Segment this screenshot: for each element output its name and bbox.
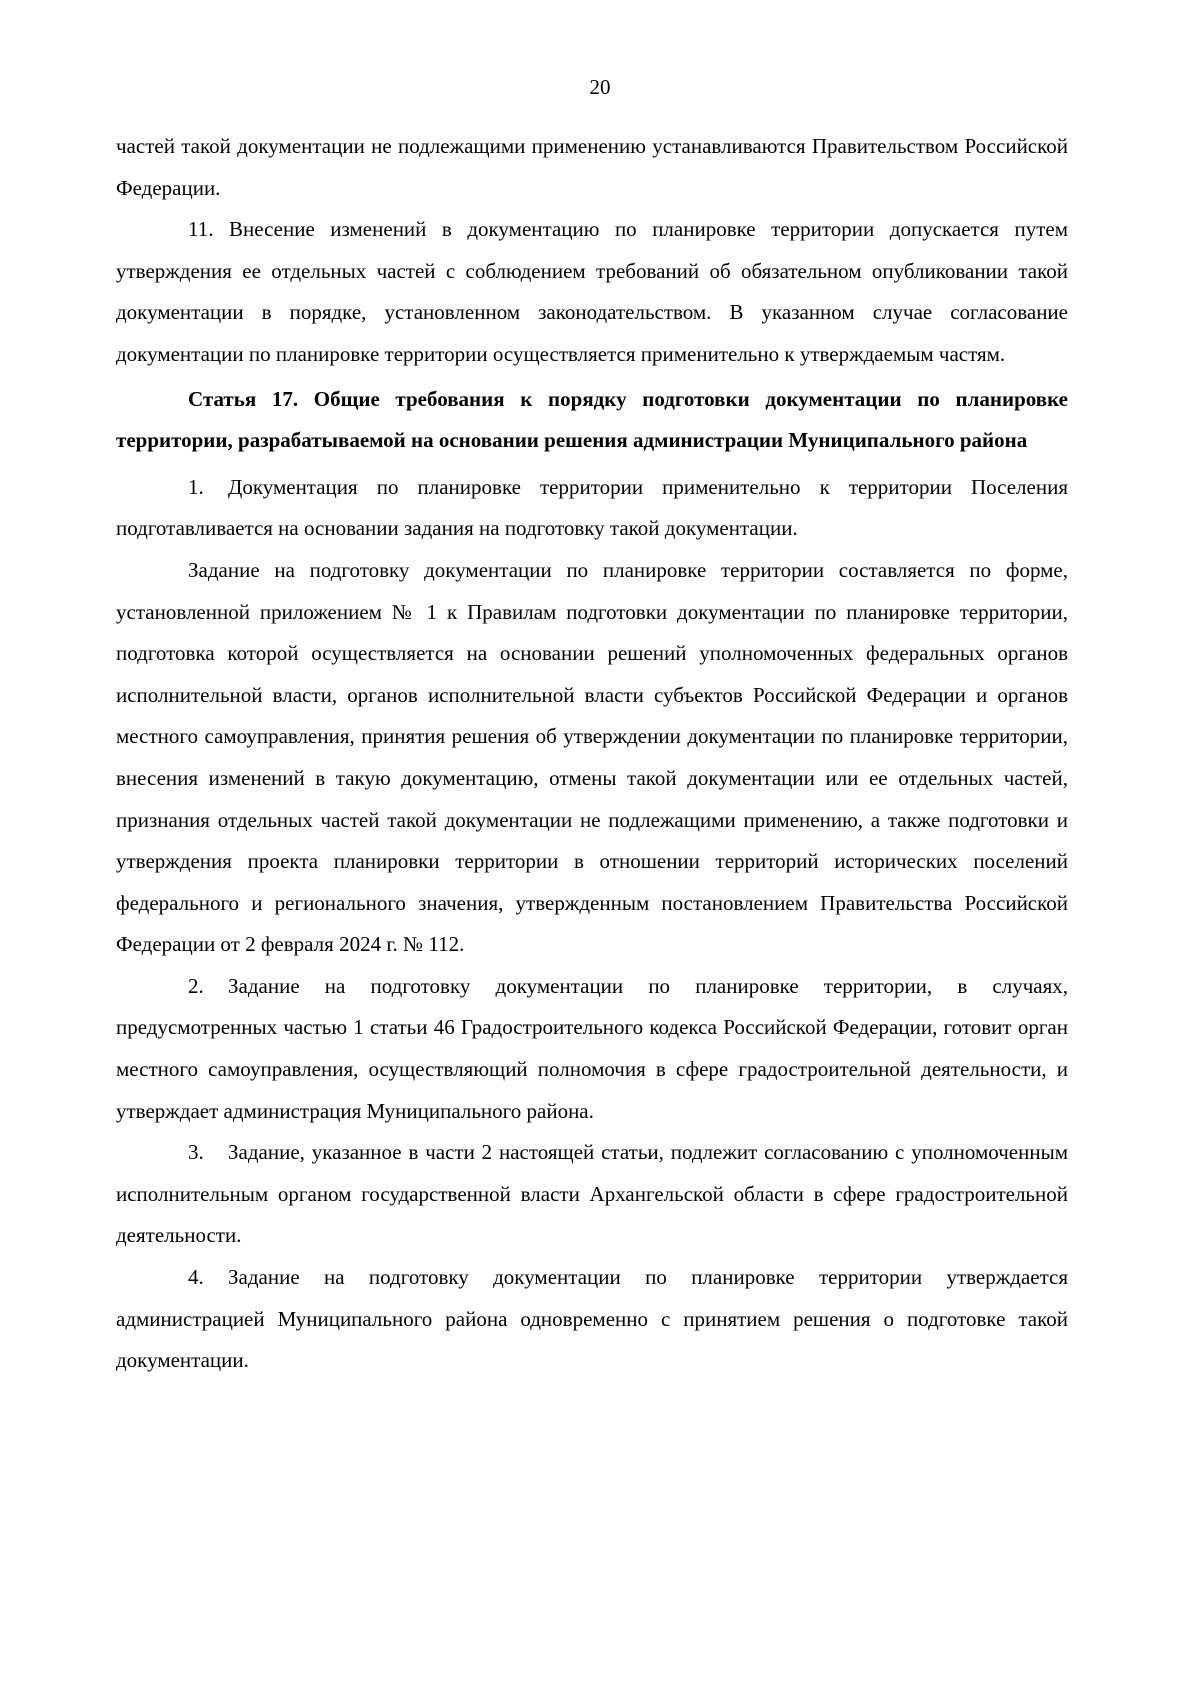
paragraph-continuation: частей такой документации не подлежащими применению устанавливаются Правительством Российской Федерации. <box>116 134 1068 200</box>
paragraph-item-11: 11. Внесение изменений в документацию по планировке территории допускается путем утверждения ее отдельных частей с соблюдением требований об обязательном опубликовании такой документации в порядке, установленном законодательством. В указанном случае согласование документации по планировке территории осуществляется применительно к утверждаемым частям. <box>116 217 1068 366</box>
article-item-2 <box>116 966 1068 1132</box>
article-item-text: Документация по планировке территории применительно к территории Поселения подготавливается на основании задания на подготовку такой документации. <box>116 474 1068 541</box>
article-item-text: Задание на подготовку документации по планировке территории, в случаях, предусмотренных частью 1 статьи 46 Градостроительного кодекса Российской Федерации, готовит орган местного самоуправления, осуществляющий полномочия в сфере градостроительной деятельности, и утверждает администрация Муниципального района. <box>116 973 1068 1123</box>
page-number: 20 <box>589 75 611 99</box>
article-item-text: Задание на подготовку документации по планировке территории утверждается администрацией Муниципального района одновременно с принятием решения о подготовке такой документации. <box>116 1265 1068 1373</box>
article-item-number: 3. <box>188 1140 204 1165</box>
article-item-4 <box>116 1257 1068 1382</box>
article-heading: Статья 17. Общие требования к порядку подготовки документации по планировке территории, разрабатываемой на основании решения администрации Муниципального района <box>116 386 1068 453</box>
document-body <box>116 126 1068 1382</box>
article-item-text: Задание, указанное в части 2 настоящей статьи, подлежит согласованию с уполномоченным исполнительным органом государственной власти Архангельской области в сфере градостроительной деятельности. <box>116 1140 1068 1248</box>
article-item-number: 2. <box>188 973 204 998</box>
article-item-1-form: Задание на подготовку документации по планировке территории составляется по форме, установленной приложением № 1 к Правилам подготовки документации по планировке территории, подготовка которой осуществляется на основании решений уполномоченных федеральных органов исполнительной власти, органов исполнительной власти субъектов Российской Федерации и органов местного самоуправления, принятия решения об утверждении документации по планировке территории, внесения изменений в такую документацию, отмены такой документации или ее отдельных частей, признания отдельных частей такой документации не подлежащими применению, а также подготовки и утверждения проекта планировки территории в отношении территорий исторических поселений федерального и регионального значения, утвержденным постановлением Правительства Российской Федерации от 2 февраля 2024 г. № 112. <box>116 557 1068 957</box>
article-item-number: 4. <box>188 1265 204 1290</box>
article-item-1 <box>116 467 1068 550</box>
article-item-3 <box>116 1132 1068 1257</box>
article-item-number: 1. <box>188 474 204 499</box>
